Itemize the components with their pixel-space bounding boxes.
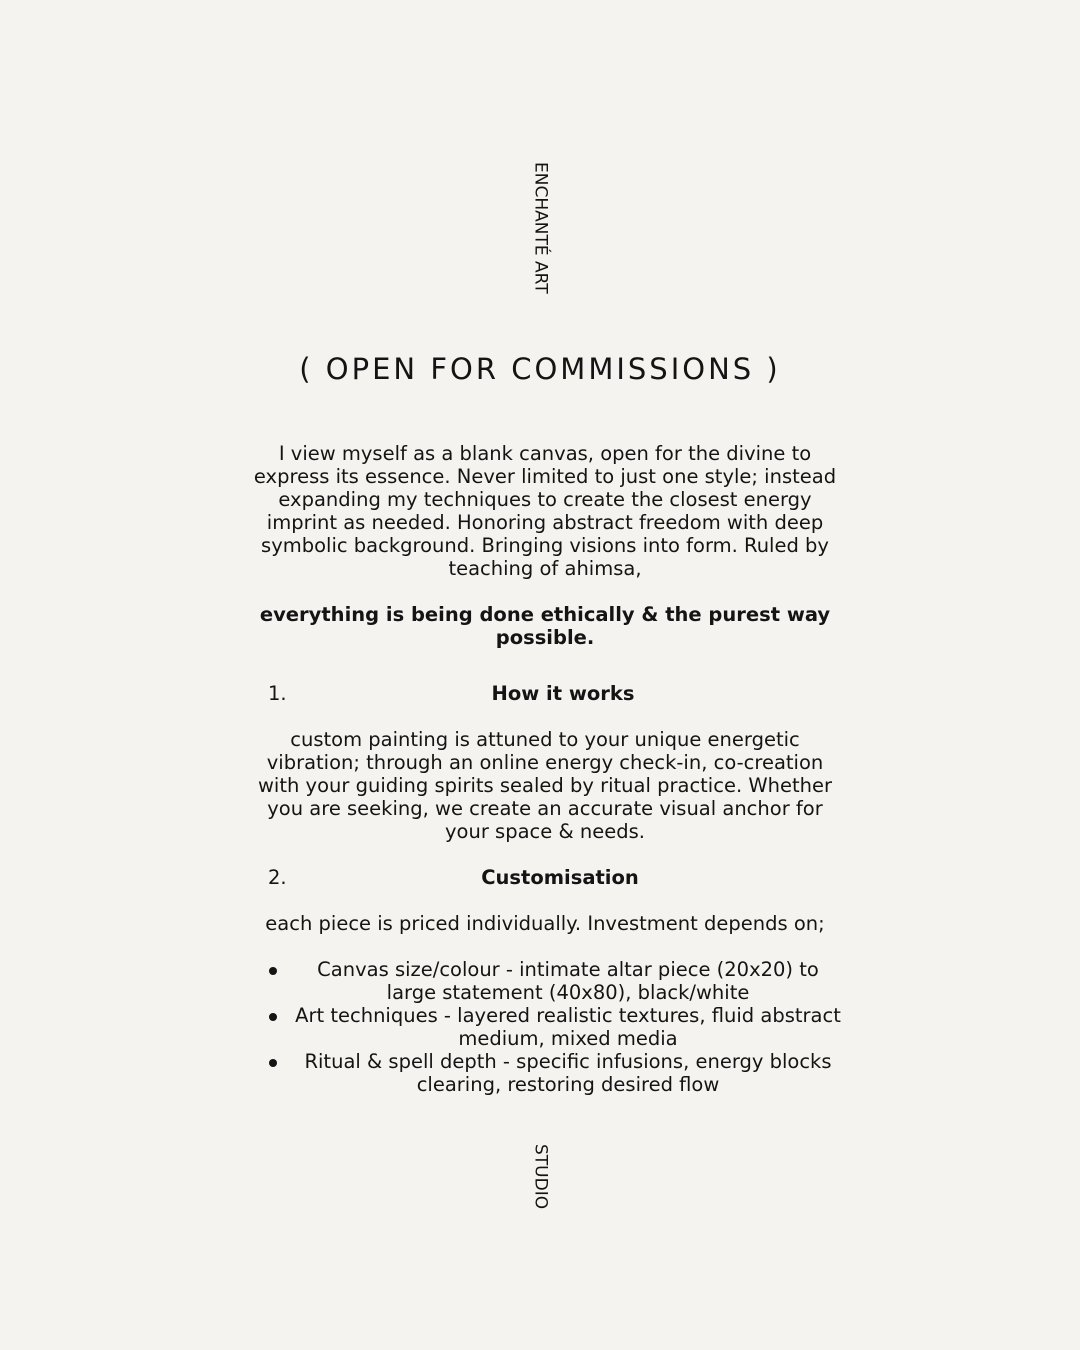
intro-bold-text: everything is being done ethically & the purest way possible. — [259, 603, 831, 649]
section-how-it-works — [245, 682, 845, 705]
bullet-icon — [269, 967, 277, 975]
list-item-text: Canvas size/colour - intimate altar piece (20x20) to large statement (40x80), black/white — [317, 958, 819, 1004]
bullet-icon — [269, 1013, 277, 1021]
list-item — [245, 1050, 845, 1096]
commission-info — [245, 442, 845, 1096]
footer-label: STUDIO — [530, 1144, 551, 1210]
page-title: ( OPEN FOR COMMISSIONS ) — [299, 352, 781, 386]
section-body: each piece is priced individually. Investment depends on; — [265, 912, 825, 935]
list-item-text: Art techniques - layered realistic textures, fluid abstract medium, mixed media — [295, 1004, 841, 1050]
section-customisation — [245, 866, 845, 889]
list-item-text: Ritual & spell depth - specific infusions, energy blocks clearing, restoring desired flow — [304, 1050, 832, 1096]
section-heading: How it works — [491, 682, 635, 705]
list-item — [245, 1004, 845, 1050]
pricing-factors-list — [245, 958, 845, 1096]
section-body: custom painting is attuned to your unique energetic vibration; through an online energy check-in, co-creation with your guiding spirits sealed by ritual practice. Whether you are seeking, we create an accurate visual anchor for your space & needs. — [257, 728, 832, 843]
list-item — [245, 958, 845, 1004]
section-heading: Customisation — [481, 866, 639, 889]
bullet-icon — [269, 1059, 277, 1067]
intro-text: I view myself as a blank canvas, open for the divine to express its essence. Never limited to just one style; instead expanding my techniques to create the closest energy imprint as needed. Honoring abstract freedom with deep symbolic background. Bringing visions into form. Ruled by teaching of ahimsa, — [253, 442, 837, 580]
section-number: 2. — [268, 866, 287, 889]
section-number: 1. — [268, 682, 287, 705]
brand-label: ENCHANTÉ ART — [530, 162, 551, 294]
